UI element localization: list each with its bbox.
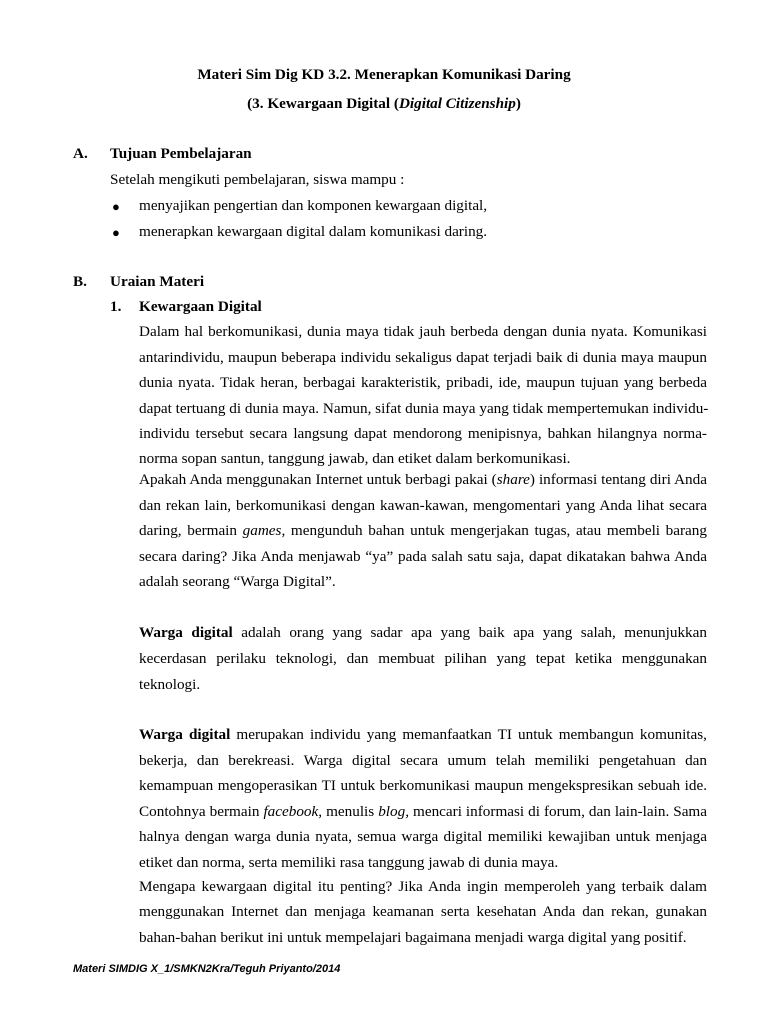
document-subtitle: (3. Kewargaan Digital (Digital Citizenship) bbox=[247, 95, 521, 112]
paragraph-line: dan rekan lain, berkomunikasi dengan kawan-kawan, mengomentari yang Anda lihat secara bbox=[139, 497, 707, 514]
paragraph-line: Warga digital adalah orang yang sadar apa yang baik apa yang salah, menunjukkan bbox=[139, 624, 707, 641]
objective-item: menyajikan pengertian dan komponen kewargaan digital, bbox=[139, 197, 488, 214]
paragraph-line: individu tersebut secara langsung dapat mendorong menipisnya, bahkan hilangnya norma- bbox=[139, 425, 707, 442]
paragraph-line: antarindividu, maupun beberapa individu sekaligus dapat terjadi baik di dunia maya maupun bbox=[139, 349, 707, 366]
paragraph-line: kemampuan mengoperasikan TI untuk berkomunikasi maupun mengekspresikan sebuah ide. bbox=[139, 777, 707, 794]
paragraph-line: etiket dan norma, serta memiliki rasa tanggung jawab di dunia maya. bbox=[139, 854, 559, 871]
paragraph-line: Dalam hal berkomunikasi, dunia maya tidak jauh berbeda dengan dunia nyata. Komunikasi bbox=[139, 323, 707, 340]
paragraph-line: bekerja, dan berekreasi. Warga digital secara umum telah memiliki pengetahuan dan bbox=[139, 752, 707, 769]
paragraph-line: Mengapa kewargaan digital itu penting? Jika Anda ingin memperoleh yang terbaik dalam bbox=[139, 878, 707, 895]
paragraph-line: daring, bermain games, mengunduh bahan untuk mengerjakan tugas, atau membeli barang bbox=[139, 522, 707, 539]
paragraph-line: dunia nyata. Tidak heran, berbagai karakteristik, pribadi, ide, maupun tujuan yang berbeda bbox=[139, 374, 707, 391]
subsection-number: 1. bbox=[110, 298, 122, 315]
paragraph-line: Contohnya bermain facebook, menulis blog, mencari informasi di forum, dan lain-lain. Sama bbox=[139, 803, 707, 820]
document-title: Materi Sim Dig KD 3.2. Menerapkan Komunikasi Daring bbox=[197, 66, 571, 83]
page-footer: Materi SIMDIG X_1/SMKN2Kra/Teguh Priyanto/2014 bbox=[73, 963, 341, 975]
paragraph-line: adalah seorang “Warga Digital”. bbox=[139, 573, 336, 590]
paragraph-line: bahan-bahan berikut ini untuk mempelajari bagaimana menjadi warga digital yang positif. bbox=[139, 929, 687, 946]
bullet-icon: ● bbox=[112, 225, 120, 240]
section-b-letter: B. bbox=[73, 273, 87, 290]
bullet-icon: ● bbox=[112, 199, 120, 214]
section-a-intro: Setelah mengikuti pembelajaran, siswa mampu : bbox=[110, 171, 405, 188]
paragraph-line: halnya dengan warga dunia nyata, semua warga digital memiliki kewajiban untuk menjaga bbox=[139, 828, 707, 845]
section-b-heading: Uraian Materi bbox=[110, 273, 205, 290]
paragraph-line: kecerdasan perilaku teknologi, dan membuat pilihan yang tepat ketika menggunakan bbox=[139, 650, 707, 667]
paragraph-line: Apakah Anda menggunakan Internet untuk berbagi pakai (share) informasi tentang diri Anda bbox=[139, 471, 707, 488]
paragraph-line: norma sopan santun, tanggung jawab, dan etiket dalam berkomunikasi. bbox=[139, 450, 571, 467]
subsection-heading: Kewargaan Digital bbox=[139, 298, 262, 315]
section-a-letter: A. bbox=[73, 145, 88, 162]
objective-item: menerapkan kewargaan digital dalam komunikasi daring. bbox=[139, 223, 488, 240]
paragraph-line: secara daring? Jika Anda menjawab “ya” pada salah satu saja, dapat dikatakan bahwa Anda bbox=[139, 548, 707, 565]
section-a-heading: Tujuan Pembelajaran bbox=[110, 145, 252, 162]
paragraph-line: Warga digital merupakan individu yang memanfaatkan TI untuk membangun komunitas, bbox=[139, 726, 707, 743]
paragraph-line: menggunakan Internet dan menjaga keamanan serta kesehatan Anda dan rekan, gunakan bbox=[139, 903, 707, 920]
paragraph-line: teknologi. bbox=[139, 676, 201, 693]
paragraph-line: dapat tertuang di dunia maya. Namun, sifat dunia maya yang tidak mempertemukan individu- bbox=[139, 400, 709, 417]
